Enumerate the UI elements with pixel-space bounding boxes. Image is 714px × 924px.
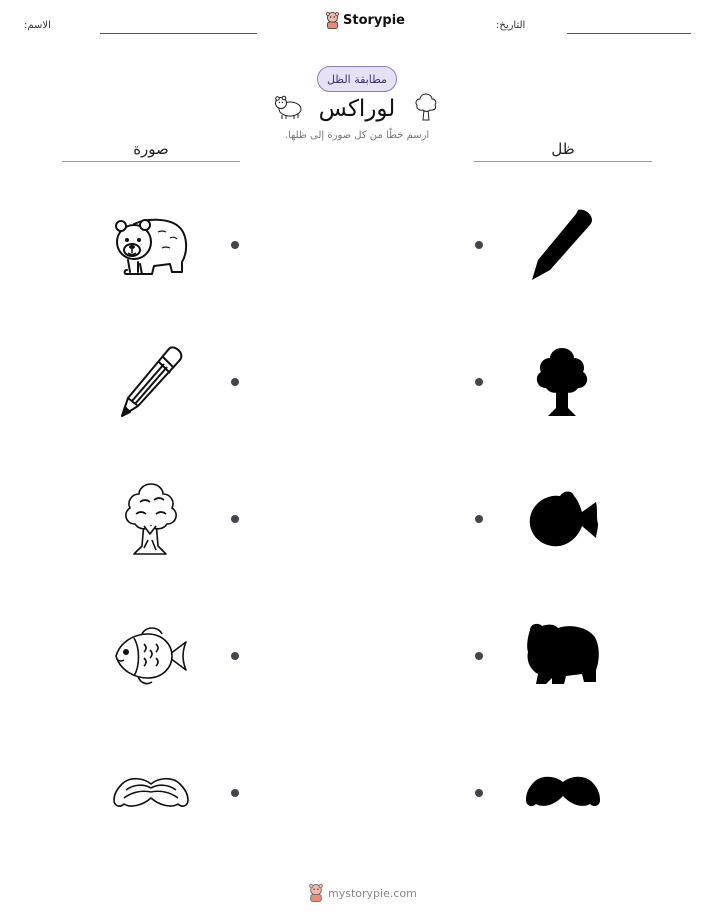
name-line[interactable] — [100, 33, 257, 34]
mustache-shadow-icon — [524, 774, 602, 810]
date-label: التاريخ: — [496, 20, 526, 31]
tree-shadow-icon — [530, 346, 594, 418]
brand-logo — [325, 12, 405, 29]
bear-outline-icon — [112, 212, 190, 278]
shadows-column-rule — [474, 161, 652, 162]
picture-dot-1[interactable] — [231, 241, 239, 249]
date-line[interactable] — [567, 33, 691, 34]
bear-shadow-icon — [524, 622, 600, 688]
pencil-shadow-icon — [528, 208, 596, 282]
shadow-dot-3[interactable] — [475, 515, 483, 523]
picture-dot-3[interactable] — [231, 515, 239, 523]
worksheet-title: لوراكس — [318, 96, 396, 122]
picture-dot-5[interactable] — [231, 789, 239, 797]
activity-badge: مطابقة الظل — [317, 66, 397, 92]
footer-url[interactable]: mystorypie.com — [328, 886, 417, 900]
shadow-dot-2[interactable] — [475, 378, 483, 386]
storypie-mascot-icon — [325, 12, 340, 29]
footer — [308, 884, 417, 902]
worksheet-instruction: ارسم خطًا من كل صورة إلى ظلها. — [284, 130, 430, 141]
shadow-dot-5[interactable] — [475, 789, 483, 797]
fish-shadow-icon — [526, 488, 600, 550]
pencil-outline-icon — [116, 344, 186, 420]
shadows-column-heading: ظل — [551, 140, 575, 158]
bear-small-icon — [273, 94, 303, 120]
tree-outline-icon — [118, 482, 184, 556]
shadow-dot-1[interactable] — [475, 241, 483, 249]
name-label: الاسم: — [24, 20, 51, 31]
storypie-footer-mascot-icon — [308, 884, 324, 902]
picture-dot-2[interactable] — [231, 378, 239, 386]
shadow-dot-4[interactable] — [475, 652, 483, 660]
brand-name: Storypie — [343, 13, 405, 28]
fish-outline-icon — [112, 624, 190, 688]
mustache-outline-icon — [112, 776, 190, 810]
pictures-column-rule — [62, 161, 240, 162]
picture-dot-4[interactable] — [231, 652, 239, 660]
tree-small-icon — [413, 92, 439, 122]
pictures-column-heading: صورة — [133, 140, 169, 158]
